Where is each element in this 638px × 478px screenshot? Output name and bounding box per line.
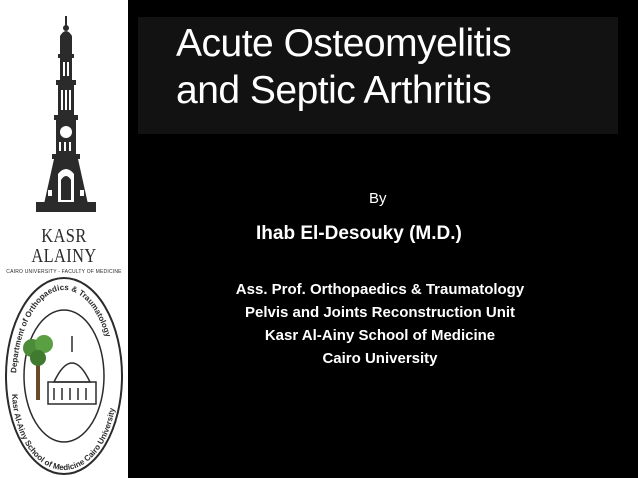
slide-title <box>176 20 511 114</box>
affiliation-block <box>160 278 600 370</box>
title-line-1: Acute Osteomyelitis <box>176 22 512 65</box>
affiliation-line: Kasr Al-Ainy School of Medicine <box>264 327 496 344</box>
brand-subtitle: CAIRO UNIVERSITY - FACULTY OF MEDICINE <box>6 269 122 275</box>
seal-bottom-text: Kasr Al-Ainy School of Medicine Cairo University <box>10 393 117 473</box>
affiliation-line: Pelvis and Joints Reconstruction Unit <box>244 304 516 321</box>
affiliation-line: Ass. Prof. Orthopaedics & Traumatology <box>235 281 525 298</box>
byline: By <box>369 190 387 207</box>
department-seal-logo <box>2 272 126 476</box>
seal-top-text: Department of Orthopaedics & Traumatology <box>9 282 113 374</box>
kasr-alainy-tower-logo <box>30 14 102 214</box>
brand-name: KASR ALAINY <box>31 225 97 267</box>
title-line-2: and Septic Arthritis <box>176 69 492 112</box>
logo-panel <box>0 0 128 478</box>
affiliation-line: Cairo University <box>322 350 438 367</box>
kasr-alainy-brand <box>0 226 128 275</box>
dome-building-icon <box>48 336 96 404</box>
author-name: Ihab El-Desouky (M.D.) <box>256 223 462 244</box>
